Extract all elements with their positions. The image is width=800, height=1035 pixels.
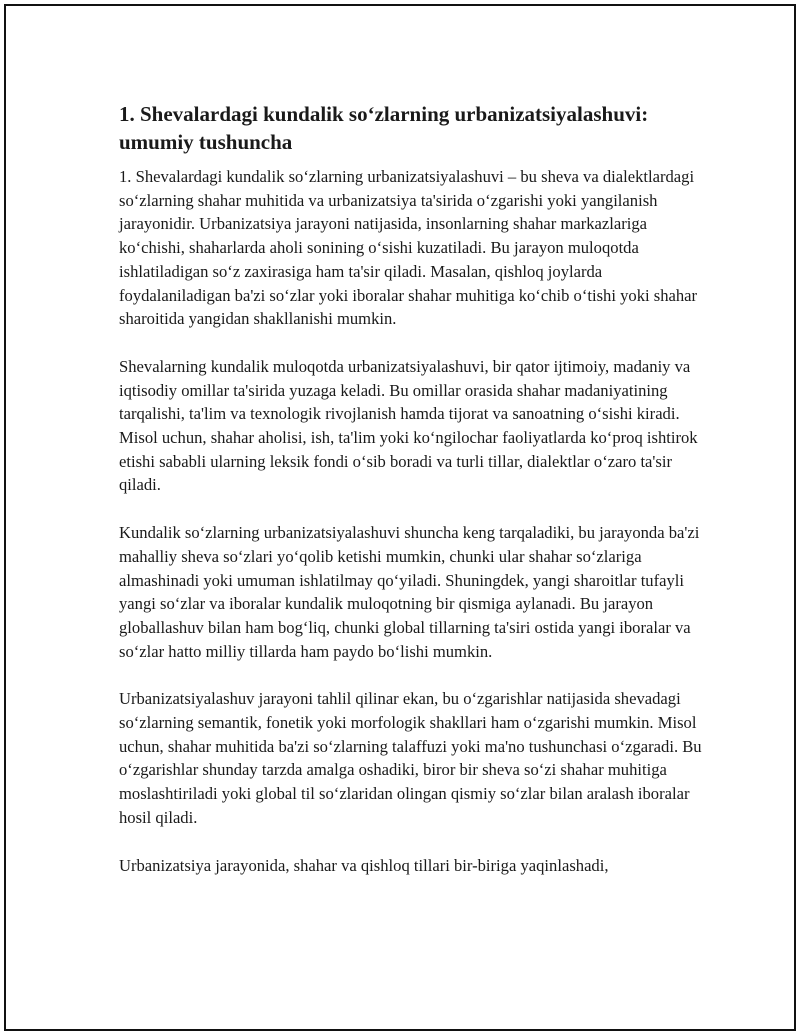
paragraph-3: Kundalik so‘zlarning urbanizatsiyalashuvi shuncha keng tarqaladiki, bu jarayonda ba'zi mahalliy sheva so‘zlari yo‘qolib ketishi mumkin, chunki ular shahar so‘zlariga almashinadi yoki umuman ishlatilmay qo‘yiladi. Shuningdek, yangi sharoitlar tufayli yangi so‘zlar va iboralar kundalik muloqotning bir qismiga aylanadi. Bu jarayon globallashuv bilan ham bog‘liq, chunki global tillarning ta'siri ostida yangi iboralar va so‘zlar hatto milliy tillarda ham paydo bo‘lishi mumkin. bbox=[119, 523, 700, 661]
document-body bbox=[119, 100, 709, 901]
paragraph-4: Urbanizatsiyalashuv jarayoni tahlil qilinar ekan, bu o‘zgarishlar natijasida shevadagi so‘zlarning semantik, fonetik yoki morfologik shakllari ham o‘zgarishi mumkin. Misol uchun, shahar muhitida ba'zi so‘zlarning talaffuzi yoki ma'no tushunchasi o‘zgaradi. Bu o‘zgarishlar shunday tarzda amalga oshadiki, biror bir sheva so‘zi shahar muhitiga moslashtiriladi yoki global til so‘zlaridan olingan qismiy so‘zlar bilan aralash iboralar hosil qiladi. bbox=[119, 689, 702, 827]
document-title: 1. Shevalardagi kundalik so‘zlarning urbanizatsiyalashuvi: umumiy tushuncha bbox=[119, 102, 649, 154]
paragraph-5: Urbanizatsiya jarayonida, shahar va qishloq tillari bir-biriga yaqinlashadi, bbox=[119, 855, 609, 875]
page-frame bbox=[4, 4, 796, 1031]
paragraph-2: Shevalarning kundalik muloqotda urbanizatsiyalashuvi, bir qator ijtimoiy, madaniy va iqtisodiy omillar ta'sirida yuzaga keladi. Bu omillar orasida shahar madaniyatining tarqalishi, ta'lim va texnologik rivojlanish hamda tijorat va sanoatning o‘sishi kiradi. Misol uchun, shahar aholisi, ish, ta'lim yoki ko‘ngilochar faoliyatlarda ko‘proq ishtirok etishi sababli ularning leksik fondi o‘sib boradi va turli tillar, dialektlar o‘zaro ta'sir qiladi. bbox=[119, 356, 698, 495]
paragraph-1: 1. Shevalardagi kundalik so‘zlarning urbanizatsiyalashuvi – bu sheva va dialektlardagi so‘zlarning shahar muhitida va urbanizatsiya ta'sirida o‘zgarishi yoki yangilanish jarayonidir. Urbanizatsiya jarayoni natijasida, insonlarning shahar markazlariga ko‘chishi, shaharlarda aholi sonining o‘sishi kuzatiladi. Bu jarayon muloqotda ishlatiladigan so‘z zaxirasiga ham ta'sir qiladi. Masalan, qishloq joylarda foydalaniladigan ba'zi so‘zlar yoki iboralar shahar muhitiga ko‘chib o‘tishi yoki shahar sharoitida yangidan shakllanishi mumkin. bbox=[119, 167, 698, 329]
